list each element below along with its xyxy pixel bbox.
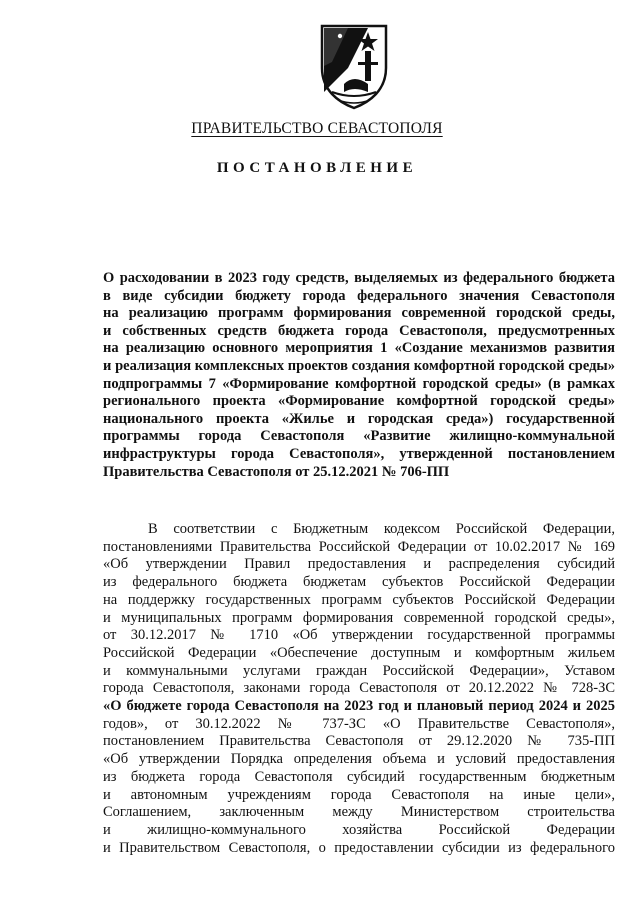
body-line: постановлениями Правительства Российской Федерации от 10.02.2017 № 169: [103, 538, 615, 555]
body-line: от 30.12.2017 № 1710 «Об утверждении государственной программы: [103, 627, 615, 644]
body-line: Соглашением, заключенным между Министерством строительства: [103, 804, 615, 821]
subject-line: в виде субсидии бюджету города федерального значения Севастополя: [103, 287, 615, 304]
body-line: и коммунальными услугами граждан Российской Федерации», Уставом: [103, 662, 615, 679]
body-line: Российской Федерации «Обеспечение доступным и комфортным жильем: [103, 644, 615, 661]
body-line: на поддержку государственных программ субъектов Российской Федерации: [103, 591, 615, 608]
subject-line: регионального проекта «Формирование комфортной городской среды»: [103, 393, 615, 410]
subject-line: подпрограммы 7 «Формирование комфортной городской среды» (в рамках: [103, 375, 615, 392]
subject-line: инфраструктуры города Севастополя», утвержденной постановлением: [103, 445, 615, 462]
subject-line: на реализацию основного мероприятия 1 «Создание механизмов развития: [103, 340, 615, 357]
body-line: и муниципальных программ формирования современной городской среды»,: [103, 609, 615, 626]
body-line: и Правительством Севастополя, о предоставлении субсидии из федерального: [103, 839, 615, 856]
subject-line: О расходовании в 2023 году средств, выделяемых из федерального бюджета: [103, 270, 615, 286]
body-line: из федерального бюджета бюджетам субъектов Российской Федерации: [103, 574, 615, 591]
body-line: «О бюджете города Севастополя на 2023 год и плановый период 2024 и 2025: [103, 698, 615, 715]
body-line: из бюджета города Севастополя субсидий государственным бюджетным: [103, 768, 615, 785]
body-line: и автономным учреждениям города Севастополя на иные цели»,: [103, 786, 615, 803]
sevastopol-coat-of-arms-icon: [318, 22, 390, 110]
subject-line: программы города Севастополя «Развитие жилищно-коммунальной: [103, 428, 615, 445]
body-line: города Севастополя, законами города Севастополя от 20.12.2022 № 728-ЗС: [103, 680, 615, 697]
document-type-heading: ПОСТАНОВЛЕНИЕ: [216, 160, 418, 176]
body-line: «Об утверждении Порядка определения объема и условий предоставления: [103, 751, 615, 768]
subject-line: Правительства Севастополя от 25.12.2021 № 706-ПП: [103, 463, 450, 480]
subject-line: национального проекта «Жилье и городская среда») государственной: [103, 410, 615, 427]
subject-line: на реализацию программ формирования современной городской среды,: [103, 305, 615, 322]
government-title: ПРАВИТЕЛЬСТВО СЕВАСТОПОЛЯ: [191, 120, 443, 137]
body-line: годов», от 30.12.2022 № 737-ЗС «О Правительстве Севастополя»,: [103, 715, 615, 732]
subject-line: и собственных средств бюджета города Севастополя, предусмотренных: [103, 322, 615, 339]
resolution-body: [103, 521, 615, 857]
body-line: постановлением Правительства Севастополя от 29.12.2020 № 735-ПП: [103, 733, 615, 750]
body-line: и жилищно-коммунального хозяйства Российской Федерации: [103, 821, 615, 838]
body-line: В соответствии с Бюджетным кодексом Российской Федерации,: [148, 521, 615, 537]
body-line: «Об утверждении Правил предоставления и распределения субсидий: [103, 556, 615, 573]
resolution-subject: [103, 270, 615, 481]
subject-line: и реализация комплексных проектов создания комфортной городской среды»: [103, 357, 615, 374]
